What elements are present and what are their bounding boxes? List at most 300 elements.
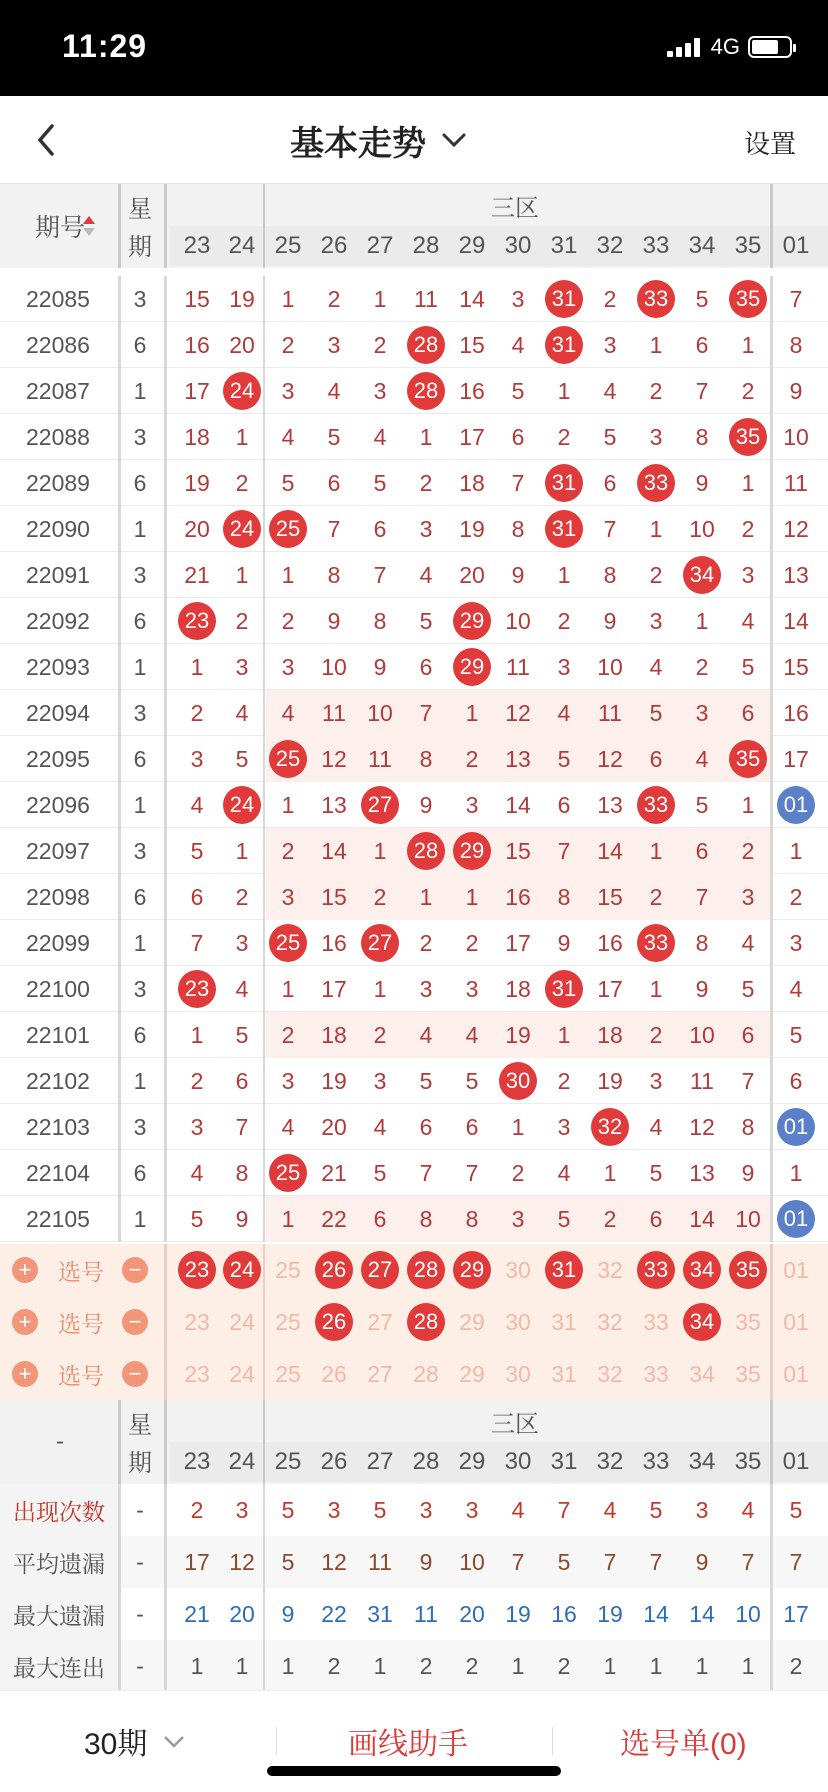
trend-cell: 5 (603, 423, 617, 450)
trend-cell: 15 (321, 883, 347, 910)
pick-number[interactable]: 35 (735, 1360, 761, 1387)
trend-cell: 1 (741, 791, 755, 818)
trend-cell: 5 (741, 975, 755, 1002)
trend-cell: 4 (741, 929, 755, 956)
pick-number[interactable]: 30 (505, 1360, 531, 1387)
trend-cell: 2 (373, 1021, 387, 1048)
pick-number[interactable]: 27 (367, 1308, 393, 1335)
trend-cell: 1 (649, 975, 663, 1002)
nav-bar (0, 96, 828, 184)
trend-cell: 17 (597, 975, 623, 1002)
weekday: 1 (133, 515, 147, 542)
stats-value: 9 (281, 1600, 295, 1627)
battery-icon (748, 36, 792, 58)
stats-value: 2 (190, 1496, 204, 1523)
selection-list-button[interactable]: 选号单(0) (620, 1728, 747, 1761)
trend-cell: 18 (321, 1021, 347, 1048)
trend-cell: 8 (419, 1205, 433, 1232)
trend-cell: 10 (597, 653, 623, 680)
bottom-toolbar (0, 1690, 828, 1792)
stats-week: - (136, 1496, 144, 1523)
stats-value: 2 (557, 1652, 571, 1679)
pick-number[interactable]: 33 (643, 1308, 669, 1335)
trend-cell: 1 (695, 607, 709, 634)
trend-cell: 2 (557, 1067, 571, 1094)
selected-ball: 31 (545, 1251, 583, 1289)
trend-cell: 14 (597, 837, 623, 864)
pick-number[interactable] (679, 1244, 725, 1296)
trend-cell (219, 506, 265, 552)
trend-cell (357, 782, 403, 828)
trend-cell: 5 (557, 1205, 571, 1232)
issue-number: 22088 (26, 423, 90, 450)
trend-cell: 3 (419, 975, 433, 1002)
pick-number[interactable]: 30 (505, 1308, 531, 1335)
trend-cell: 12 (689, 1113, 715, 1140)
pick-number[interactable]: 29 (459, 1308, 485, 1335)
pick-number[interactable]: 30 (505, 1256, 531, 1283)
trend-cell: 20 (321, 1113, 347, 1140)
trend-cell: 7 (603, 515, 617, 542)
trend-cell: 5 (419, 1067, 433, 1094)
trend-cell (633, 920, 679, 966)
trend-cell: 3 (649, 607, 663, 634)
trend-cell: 2 (190, 699, 204, 726)
trend-cell (265, 1150, 311, 1196)
trend-cell: 4 (649, 1113, 663, 1140)
trend-cell: 6 (373, 515, 387, 542)
trend-cell: 7 (235, 1113, 249, 1140)
trend-cell: 7 (419, 699, 433, 726)
trend-cell: 7 (741, 1067, 755, 1094)
settings-button[interactable]: 设置 (743, 129, 796, 159)
pick-number[interactable]: 32 (597, 1256, 623, 1283)
trend-cell: 16 (597, 929, 623, 956)
issue-number: 22095 (26, 745, 90, 772)
sort-icon[interactable] (82, 214, 96, 243)
trend-cell: 8 (465, 1205, 479, 1232)
trend-cell: 7 (695, 377, 709, 404)
signal-icon (667, 37, 703, 57)
trend-cell (449, 598, 495, 644)
trend-cell: 5 (327, 423, 341, 450)
red-ball: 33 (637, 280, 675, 318)
pick-number[interactable]: 25 (275, 1256, 301, 1283)
column-header: 29 (458, 1448, 486, 1475)
column-header: 27 (366, 232, 394, 259)
trend-cell: 1 (649, 331, 663, 358)
stats-value: 4 (603, 1496, 617, 1523)
issue-number: 22090 (26, 515, 90, 542)
week-header-bottom: 期 (128, 1449, 152, 1477)
draw-helper-button[interactable]: 画线助手 (348, 1728, 468, 1761)
pick-number[interactable]: 23 (184, 1360, 210, 1387)
pick-number[interactable] (311, 1244, 357, 1296)
pick-number[interactable] (357, 1244, 403, 1296)
trend-cell: 8 (419, 745, 433, 772)
stats-value: 17 (184, 1548, 210, 1575)
red-ball: 30 (499, 1062, 537, 1100)
stats-value: 5 (649, 1496, 663, 1523)
stats-value: 14 (643, 1600, 669, 1627)
trend-cell: 17 (505, 929, 531, 956)
trend-cell: 14 (459, 285, 485, 312)
trend-cell: 3 (465, 791, 479, 818)
trend-cell: 6 (695, 837, 709, 864)
pick-number[interactable]: 25 (275, 1308, 301, 1335)
stats-value: 10 (459, 1548, 485, 1575)
trend-cell: 3 (235, 929, 249, 956)
stats-value: 12 (229, 1548, 255, 1575)
trend-cell: 2 (281, 1021, 295, 1048)
column-header: 31 (550, 232, 578, 259)
trend-cell: 11 (690, 1067, 714, 1094)
pick-number[interactable]: 24 (229, 1360, 255, 1387)
column-header: 32 (596, 1448, 624, 1475)
trend-cell: 1 (557, 561, 571, 588)
table-row (0, 368, 828, 414)
pick-number[interactable]: 25 (275, 1360, 301, 1387)
red-ball: 27 (361, 786, 399, 824)
table-row (0, 322, 828, 368)
pick-number[interactable]: 24 (229, 1308, 255, 1335)
trend-cell: 5 (235, 1021, 249, 1048)
trend-cell: 1 (557, 1021, 571, 1048)
red-ball: 35 (729, 280, 767, 318)
trend-cell: 4 (419, 1021, 433, 1048)
trend-cell: 11 (368, 745, 392, 772)
issue-number: 22087 (26, 377, 90, 404)
red-ball: 34 (683, 556, 721, 594)
column-header: 30 (504, 232, 532, 259)
red-ball: 31 (545, 970, 583, 1008)
stats-value: 2 (419, 1652, 433, 1679)
weekday: 1 (133, 377, 147, 404)
trend-cell: 17 (184, 377, 210, 404)
stats-value: 12 (321, 1548, 347, 1575)
issue-number: 22096 (26, 791, 90, 818)
trend-cell: 5 (511, 377, 525, 404)
stats-value: 7 (511, 1548, 525, 1575)
issue-number: 22085 (26, 285, 90, 312)
trend-cell: 13 (505, 745, 531, 772)
period-selector[interactable] (84, 1719, 189, 1763)
trend-cell (773, 1196, 819, 1242)
trend-cell: 3 (190, 745, 204, 772)
trend-cell: 9 (235, 1205, 249, 1232)
issue-number: 22103 (26, 1113, 90, 1140)
trend-cell: 2 (419, 929, 433, 956)
column-header: 35 (734, 1448, 762, 1475)
red-ball: 29 (453, 602, 491, 640)
trend-cell: 1 (419, 423, 433, 450)
trend-cell: 3 (327, 331, 341, 358)
column-header: 33 (642, 1448, 670, 1475)
stats-label: 最大遗漏 (13, 1602, 105, 1629)
weekday: 6 (133, 745, 147, 772)
red-ball: 25 (269, 740, 307, 778)
trend-cell: 12 (597, 745, 623, 772)
trend-cell: 17 (321, 975, 347, 1002)
trend-cell (541, 460, 587, 506)
trend-cell: 18 (459, 469, 485, 496)
selected-ball: 26 (315, 1303, 353, 1341)
trend-cell: 9 (419, 791, 433, 818)
trend-cell: 18 (184, 423, 210, 450)
remove-pick-button[interactable]: − (122, 1361, 148, 1387)
trend-cell: 1 (557, 377, 571, 404)
trend-cell: 15 (783, 653, 809, 680)
trend-cell: 19 (229, 285, 255, 312)
pick-number[interactable]: 31 (551, 1360, 577, 1387)
trend-cell: 13 (321, 791, 347, 818)
pick-number[interactable] (311, 1296, 357, 1348)
trend-cell: 3 (603, 331, 617, 358)
trend-cell: 5 (373, 1159, 387, 1186)
stats-value: 5 (557, 1548, 571, 1575)
add-pick-button[interactable]: + (12, 1361, 38, 1387)
home-indicator (267, 1766, 561, 1776)
trend-cell (773, 1104, 819, 1150)
pick-number[interactable] (541, 1244, 587, 1296)
stats-value: 1 (603, 1652, 617, 1679)
red-ball: 28 (407, 372, 445, 410)
stats-value: 17 (783, 1600, 809, 1627)
stats-value: 1 (281, 1652, 295, 1679)
trend-cell: 6 (789, 1067, 803, 1094)
trend-cell: 19 (597, 1067, 623, 1094)
trend-cell: 6 (741, 699, 755, 726)
trend-cell: 7 (695, 883, 709, 910)
pick-number[interactable]: 01 (783, 1256, 809, 1283)
trend-cell: 4 (281, 1113, 295, 1140)
stats-value: 19 (505, 1600, 531, 1627)
trend-cell: 4 (741, 607, 755, 634)
pick-label: 选号 (58, 1258, 104, 1285)
trend-cell: 1 (281, 791, 295, 818)
trend-cell: 7 (419, 1159, 433, 1186)
red-ball: 35 (729, 740, 767, 778)
trend-cell: 2 (373, 883, 387, 910)
trend-cell (403, 368, 449, 414)
stats-row (0, 1640, 828, 1692)
trend-cell: 6 (419, 653, 433, 680)
trend-cell: 13 (783, 561, 809, 588)
trend-cell: 9 (327, 607, 341, 634)
trend-cell: 17 (459, 423, 485, 450)
add-pick-button[interactable]: + (12, 1309, 38, 1335)
pick-number[interactable] (403, 1296, 449, 1348)
trend-cell: 2 (235, 469, 249, 496)
selected-ball: 29 (453, 1251, 491, 1289)
pick-number[interactable] (174, 1244, 220, 1296)
red-ball: 25 (269, 510, 307, 548)
trend-cell: 5 (419, 607, 433, 634)
chart-type-selector[interactable] (290, 116, 472, 164)
trend-cell: 1 (235, 561, 249, 588)
stats-value: 7 (741, 1548, 755, 1575)
remove-pick-button[interactable]: − (122, 1257, 148, 1283)
trend-cell (219, 782, 265, 828)
trend-cell: 8 (511, 515, 525, 542)
pick-number[interactable] (679, 1296, 725, 1348)
pick-number[interactable] (403, 1244, 449, 1296)
pick-row (0, 1348, 828, 1400)
pick-number[interactable]: 35 (735, 1308, 761, 1335)
trend-cell: 18 (505, 975, 531, 1002)
stats-value: 2 (465, 1652, 479, 1679)
pick-number[interactable]: 27 (367, 1360, 393, 1387)
stats-value: 3 (465, 1496, 479, 1523)
status-time: 11:29 (62, 28, 148, 64)
pick-number[interactable]: 33 (643, 1360, 669, 1387)
trend-cell: 1 (789, 837, 803, 864)
table-row (0, 1104, 828, 1150)
trend-cell (265, 736, 311, 782)
pick-number[interactable]: 26 (321, 1360, 347, 1387)
trend-cell: 4 (190, 1159, 204, 1186)
add-pick-button[interactable]: + (12, 1257, 38, 1283)
column-header: 28 (412, 1448, 440, 1475)
trend-cell: 18 (597, 1021, 623, 1048)
trend-cell: 3 (741, 883, 755, 910)
trend-cell: 7 (511, 469, 525, 496)
red-ball: 33 (637, 464, 675, 502)
trend-cell: 2 (235, 883, 249, 910)
red-ball: 29 (453, 648, 491, 686)
trend-cell: 15 (184, 285, 210, 312)
pick-number[interactable]: 01 (783, 1360, 809, 1387)
chevron-down-icon (159, 1726, 189, 1756)
trend-cell: 5 (281, 469, 295, 496)
trend-cell: 3 (373, 377, 387, 404)
stats-value: 1 (511, 1652, 525, 1679)
trend-cell: 3 (511, 1205, 525, 1232)
stats-value: 16 (551, 1600, 577, 1627)
trend-cell: 1 (465, 883, 479, 910)
trend-cell: 6 (327, 469, 341, 496)
column-header: 35 (734, 232, 762, 259)
stats-value: 19 (597, 1600, 623, 1627)
trend-cell: 1 (741, 331, 755, 358)
column-header: 01 (782, 1448, 810, 1475)
trend-cell: 1 (373, 975, 387, 1002)
selected-ball: 33 (637, 1251, 675, 1289)
remove-pick-button[interactable]: − (122, 1309, 148, 1335)
issue-number: 22102 (26, 1067, 90, 1094)
pick-label: 选号 (58, 1362, 104, 1389)
trend-cell: 6 (695, 331, 709, 358)
trend-cell: 8 (695, 929, 709, 956)
stats-header (0, 1400, 828, 1484)
pick-number[interactable]: 32 (597, 1360, 623, 1387)
trend-cell (265, 920, 311, 966)
table-row (0, 276, 828, 322)
red-ball: 32 (591, 1108, 629, 1146)
trend-cell: 9 (373, 653, 387, 680)
trend-cell: 1 (235, 837, 249, 864)
stats-value: 10 (735, 1600, 761, 1627)
trend-cell: 1 (511, 1113, 525, 1140)
column-header: 30 (504, 1448, 532, 1475)
trend-cell: 2 (603, 1205, 617, 1232)
pick-number[interactable]: 23 (184, 1308, 210, 1335)
trend-cell: 3 (373, 1067, 387, 1094)
trend-cell: 14 (783, 607, 809, 634)
back-button[interactable] (24, 116, 72, 164)
trend-cell: 13 (597, 791, 623, 818)
table-row (0, 598, 828, 644)
stats-value: 1 (695, 1652, 709, 1679)
trend-cell (725, 414, 771, 460)
blue-ball: 01 (777, 1108, 815, 1146)
stats-value: 5 (281, 1548, 295, 1575)
trend-cell: 4 (603, 377, 617, 404)
blue-ball: 01 (777, 786, 815, 824)
trend-cell: 2 (511, 1159, 525, 1186)
red-ball: 31 (545, 464, 583, 502)
trend-cell: 16 (783, 699, 809, 726)
stats-value: 7 (603, 1548, 617, 1575)
trend-cell: 10 (321, 653, 347, 680)
trend-cell: 16 (184, 331, 210, 358)
trend-cell: 8 (695, 423, 709, 450)
red-ball: 35 (729, 418, 767, 456)
column-header: 33 (642, 232, 670, 259)
pick-number[interactable]: 31 (551, 1308, 577, 1335)
issue-number: 22094 (26, 699, 90, 726)
trend-cell: 5 (190, 1205, 204, 1232)
selected-ball: 26 (315, 1251, 353, 1289)
trend-cell: 19 (184, 469, 210, 496)
stats-value: 4 (511, 1496, 525, 1523)
stats-value: 5 (373, 1496, 387, 1523)
issue-number: 22092 (26, 607, 90, 634)
pick-number[interactable]: 28 (413, 1360, 439, 1387)
pick-number[interactable]: 01 (783, 1308, 809, 1335)
table-row (0, 782, 828, 828)
weekday: 6 (133, 1159, 147, 1186)
chevron-left-icon (24, 116, 72, 164)
issue-header[interactable]: 期号 (34, 214, 85, 242)
trend-cell (541, 506, 587, 552)
weekday: 3 (133, 837, 147, 864)
trend-cell: 9 (603, 607, 617, 634)
pick-number[interactable] (633, 1244, 679, 1296)
trend-cell: 8 (603, 561, 617, 588)
trend-cell: 20 (184, 515, 210, 542)
trend-cell: 9 (557, 929, 571, 956)
trend-cell: 3 (557, 1113, 571, 1140)
trend-cell (449, 828, 495, 874)
weekday: 1 (133, 1067, 147, 1094)
trend-cell: 1 (649, 837, 663, 864)
pick-number[interactable] (449, 1244, 495, 1296)
pick-number[interactable] (219, 1244, 265, 1296)
trend-cell: 6 (741, 1021, 755, 1048)
stats-week: - (136, 1652, 144, 1679)
pick-number[interactable]: 32 (597, 1308, 623, 1335)
pick-number[interactable]: 34 (689, 1360, 715, 1387)
trend-cell: 5 (557, 745, 571, 772)
stats-value: 11 (368, 1548, 392, 1575)
pick-number[interactable]: 29 (459, 1360, 485, 1387)
stats-week: - (136, 1600, 144, 1627)
trend-cell: 5 (465, 1067, 479, 1094)
trend-cell: 2 (281, 607, 295, 634)
trend-cell: 2 (557, 423, 571, 450)
pick-number[interactable] (725, 1244, 771, 1296)
